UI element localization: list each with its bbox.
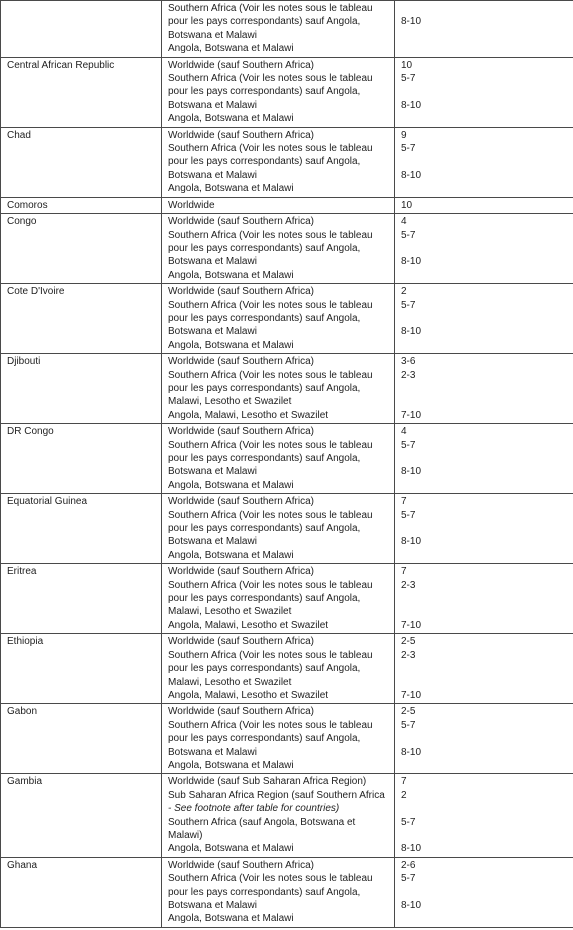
level-spacer bbox=[401, 759, 567, 772]
country-name: Congo bbox=[7, 216, 37, 228]
level-value: 8-10 bbox=[401, 169, 422, 181]
level-cell bbox=[395, 774, 573, 857]
country-cell bbox=[1, 704, 162, 774]
level-value: 2 bbox=[401, 286, 407, 298]
table-row bbox=[1, 634, 573, 704]
level-value: 7 bbox=[401, 496, 407, 508]
region-line: Worldwide (sauf Southern Africa) bbox=[168, 496, 314, 508]
level-spacer bbox=[401, 662, 567, 675]
level-value: 2-3 bbox=[401, 649, 416, 661]
region-line: Botswana et Malawi bbox=[168, 900, 257, 911]
level-spacer bbox=[401, 522, 567, 535]
level-spacer bbox=[401, 732, 567, 745]
table-row bbox=[1, 424, 573, 494]
region-line: Worldwide (sauf Southern Africa) bbox=[168, 636, 314, 648]
region-line: Botswana et Malawi bbox=[168, 746, 257, 758]
level-cell bbox=[395, 494, 573, 564]
level-value: 4 bbox=[401, 426, 407, 438]
country-cell bbox=[1, 57, 162, 127]
region-line: Worldwide (sauf Southern Africa) bbox=[168, 59, 314, 71]
region-line: Malawi, Lesotho et Swazilet bbox=[168, 396, 292, 408]
level-value: 2-6 bbox=[401, 859, 416, 871]
level-spacer bbox=[401, 29, 567, 42]
region-line: pour les pays correspondants) sauf Angola, bbox=[168, 156, 361, 168]
region-line: Malawi) bbox=[168, 829, 203, 841]
level-spacer bbox=[401, 802, 567, 815]
region-line: Southern Africa (Voir les notes sous le tableau bbox=[168, 143, 373, 155]
country-cell bbox=[1, 214, 162, 284]
region-line: Botswana et Malawi bbox=[168, 466, 257, 478]
level-value: 5-7 bbox=[401, 143, 416, 155]
level-cell bbox=[395, 424, 573, 494]
level-value: 9 bbox=[401, 129, 407, 141]
region-line: Worldwide (sauf Southern Africa) bbox=[168, 356, 314, 368]
level-value: 5-7 bbox=[401, 439, 416, 451]
country-name: Central African Republic bbox=[7, 59, 115, 71]
region-cell bbox=[162, 494, 395, 564]
level-value: 5-7 bbox=[401, 299, 416, 311]
level-spacer bbox=[401, 339, 567, 352]
level-cell bbox=[395, 127, 573, 197]
level-value: 5-7 bbox=[401, 509, 416, 521]
region-line: Botswana et Malawi bbox=[168, 256, 257, 268]
table-row bbox=[1, 284, 573, 354]
level-cell bbox=[395, 57, 573, 127]
region-line: Southern Africa (Voir les notes sous le tableau bbox=[168, 299, 373, 311]
region-line: Angola, Botswana et Malawi bbox=[168, 843, 294, 855]
country-cell bbox=[1, 1, 162, 58]
level-value: 2-5 bbox=[401, 636, 416, 648]
level-value: 8-10 bbox=[401, 536, 422, 548]
level-spacer bbox=[401, 549, 567, 562]
region-line: Worldwide (sauf Southern Africa) bbox=[168, 706, 314, 718]
table-row bbox=[1, 354, 573, 424]
country-name: Gabon bbox=[7, 706, 38, 718]
region-cell bbox=[162, 424, 395, 494]
level-cell bbox=[395, 214, 573, 284]
region-line: Angola, Malawi, Lesotho et Swazilet bbox=[168, 619, 329, 631]
level-value: 5-7 bbox=[401, 816, 416, 828]
region-cell bbox=[162, 704, 395, 774]
level-value: 8-10 bbox=[401, 16, 422, 28]
region-line: Angola, Botswana et Malawi bbox=[168, 269, 294, 281]
region-line: pour les pays correspondants) sauf Angola, bbox=[168, 16, 361, 28]
region-line: Angola, Botswana et Malawi bbox=[168, 183, 294, 195]
region-line: Southern Africa (Voir les notes sous le tableau bbox=[168, 229, 373, 241]
region-line: Angola, Botswana et Malawi bbox=[168, 43, 294, 55]
region-line: Worldwide (sauf Southern Africa) bbox=[168, 859, 314, 871]
level-spacer bbox=[401, 242, 567, 255]
level-spacer bbox=[401, 42, 567, 55]
region-cell bbox=[162, 214, 395, 284]
level-spacer bbox=[401, 269, 567, 282]
region-line: Southern Africa (Voir les notes sous le tableau bbox=[168, 73, 373, 85]
level-spacer bbox=[401, 395, 567, 408]
region-line: Southern Africa (Voir les notes sous le tableau bbox=[168, 579, 373, 591]
country-name: Ethiopia bbox=[7, 636, 44, 648]
region-line: Botswana et Malawi bbox=[168, 326, 257, 338]
region-line: Worldwide (sauf Southern Africa) bbox=[168, 129, 314, 141]
region-line: Worldwide (sauf Southern Africa) bbox=[168, 566, 314, 578]
level-value: 2-3 bbox=[401, 369, 416, 381]
region-line: pour les pays correspondants) sauf Angola, bbox=[168, 663, 361, 675]
level-value: 10 bbox=[401, 199, 413, 211]
table-row bbox=[1, 1, 573, 58]
region-line: pour les pays correspondants) sauf Angola, bbox=[168, 453, 361, 464]
region-line: Worldwide (sauf Southern Africa) bbox=[168, 216, 314, 228]
region-line: Southern Africa (Voir les notes sous le tableau bbox=[168, 369, 373, 381]
region-line: Southern Africa (Voir les notes sous le tableau bbox=[168, 3, 373, 14]
region-line: pour les pays correspondants) sauf Angola, bbox=[168, 523, 361, 535]
region-cell bbox=[162, 1, 395, 58]
country-cell bbox=[1, 634, 162, 704]
table-row bbox=[1, 57, 573, 127]
level-cell bbox=[395, 354, 573, 424]
level-spacer bbox=[401, 382, 567, 395]
region-line: pour les pays correspondants) sauf Angola, bbox=[168, 593, 361, 605]
region-line: Botswana et Malawi bbox=[168, 169, 257, 181]
table-row bbox=[1, 494, 573, 564]
table-row bbox=[1, 774, 573, 857]
region-line: Worldwide (sauf Sub Saharan Africa Region) bbox=[168, 776, 367, 788]
region-line: Angola, Botswana et Malawi bbox=[168, 759, 294, 771]
region-line: Southern Africa (Voir les notes sous le tableau bbox=[168, 719, 373, 731]
level-cell bbox=[395, 564, 573, 634]
level-spacer bbox=[401, 182, 567, 195]
region-line: Botswana et Malawi bbox=[168, 99, 257, 111]
region-line: pour les pays correspondants) sauf Angola, bbox=[168, 312, 361, 324]
region-line: Southern Africa (Voir les notes sous le tableau bbox=[168, 649, 373, 661]
level-spacer bbox=[401, 675, 567, 688]
region-cell bbox=[162, 634, 395, 704]
level-cell bbox=[395, 857, 573, 927]
region-line: Southern Africa (Voir les notes sous le tableau bbox=[168, 439, 373, 451]
region-cell bbox=[162, 564, 395, 634]
table-row bbox=[1, 704, 573, 774]
region-cell bbox=[162, 197, 395, 213]
level-spacer bbox=[401, 2, 567, 15]
level-spacer bbox=[401, 155, 567, 168]
level-value: 8-10 bbox=[401, 99, 422, 111]
level-cell bbox=[395, 284, 573, 354]
region-line: Worldwide (sauf Southern Africa) bbox=[168, 286, 314, 298]
level-value: 8-10 bbox=[401, 466, 422, 478]
region-cell bbox=[162, 127, 395, 197]
level-value: 8-10 bbox=[401, 256, 422, 268]
region-line: Worldwide bbox=[168, 199, 215, 211]
region-line: Angola, Botswana et Malawi bbox=[168, 913, 294, 925]
region-line: Angola, Botswana et Malawi bbox=[168, 339, 294, 351]
country-cell bbox=[1, 354, 162, 424]
country-cell bbox=[1, 197, 162, 213]
region-cell bbox=[162, 57, 395, 127]
level-value: 10 bbox=[401, 59, 413, 71]
country-cell bbox=[1, 564, 162, 634]
level-spacer bbox=[401, 479, 567, 492]
country-name: Djibouti bbox=[7, 356, 41, 368]
region-line: Malawi, Lesotho et Swazilet bbox=[168, 606, 292, 618]
region-line: pour les pays correspondants) sauf Angola, bbox=[168, 886, 361, 898]
region-line: Angola, Malawi, Lesotho et Swazilet bbox=[168, 689, 329, 701]
level-value: 8-10 bbox=[401, 326, 422, 338]
region-line: Malawi, Lesotho et Swazilet bbox=[168, 676, 292, 688]
table-row bbox=[1, 564, 573, 634]
region-cell bbox=[162, 774, 395, 857]
region-line: Angola, Botswana et Malawi bbox=[168, 479, 294, 491]
table-row bbox=[1, 197, 573, 213]
region-line: - See footnote after table for countries) bbox=[168, 803, 340, 815]
level-spacer bbox=[401, 886, 567, 899]
region-line: Southern Africa (Voir les notes sous le tableau bbox=[168, 509, 373, 521]
region-line: Southern Africa (Voir les notes sous le tableau bbox=[168, 873, 373, 885]
country-name: DR Congo bbox=[7, 426, 54, 438]
region-line: Angola, Botswana et Malawi bbox=[168, 113, 294, 125]
region-line: Botswana et Malawi bbox=[168, 536, 257, 548]
level-cell bbox=[395, 197, 573, 213]
level-cell bbox=[395, 704, 573, 774]
region-line: pour les pays correspondants) sauf Angola, bbox=[168, 242, 361, 254]
level-value: 7-10 bbox=[401, 409, 422, 421]
region-line: pour les pays correspondants) sauf Angola, bbox=[168, 86, 361, 98]
level-value: 7 bbox=[401, 566, 407, 578]
table-body bbox=[1, 1, 573, 928]
level-value: 7-10 bbox=[401, 689, 422, 701]
region-line: pour les pays correspondants) sauf Angola, bbox=[168, 382, 361, 394]
level-value: 5-7 bbox=[401, 873, 416, 885]
country-name: Eritrea bbox=[7, 566, 37, 578]
country-name: Comoros bbox=[7, 199, 48, 211]
country-cell bbox=[1, 424, 162, 494]
region-line: Angola, Malawi, Lesotho et Swazilet bbox=[168, 409, 329, 421]
level-spacer bbox=[401, 312, 567, 325]
country-cell bbox=[1, 857, 162, 927]
level-cell bbox=[395, 1, 573, 58]
level-spacer bbox=[401, 912, 567, 925]
table-row bbox=[1, 857, 573, 927]
country-cell bbox=[1, 494, 162, 564]
region-cell bbox=[162, 857, 395, 927]
region-line: Southern Africa (sauf Angola, Botswana et bbox=[168, 816, 356, 828]
level-spacer bbox=[401, 592, 567, 605]
level-spacer bbox=[401, 829, 567, 842]
country-cell bbox=[1, 284, 162, 354]
country-cell bbox=[1, 774, 162, 857]
country-name: Equatorial Guinea bbox=[7, 496, 88, 508]
region-line: Sub Saharan Africa Region (sauf Southern Africa bbox=[168, 789, 385, 801]
region-cell bbox=[162, 354, 395, 424]
level-value: 7-10 bbox=[401, 619, 422, 631]
country-name: Ghana bbox=[7, 859, 38, 871]
region-line: pour les pays correspondants) sauf Angola, bbox=[168, 733, 361, 745]
country-name: Gambia bbox=[7, 776, 43, 788]
level-value: 5-7 bbox=[401, 719, 416, 731]
level-value: 2-3 bbox=[401, 579, 416, 591]
level-spacer bbox=[401, 85, 567, 98]
region-line: Angola, Botswana et Malawi bbox=[168, 549, 294, 561]
region-cell bbox=[162, 284, 395, 354]
level-value: 5-7 bbox=[401, 73, 416, 85]
table-row bbox=[1, 214, 573, 284]
level-spacer bbox=[401, 452, 567, 465]
region-line: Botswana et Malawi bbox=[168, 29, 257, 41]
level-value: 2-5 bbox=[401, 706, 416, 718]
level-spacer bbox=[401, 112, 567, 125]
level-value: 5-7 bbox=[401, 229, 416, 241]
region-line: Worldwide (sauf Southern Africa) bbox=[168, 426, 314, 438]
level-value: 8-10 bbox=[401, 746, 422, 758]
level-value: 8-10 bbox=[401, 843, 422, 855]
level-value: 2 bbox=[401, 789, 407, 801]
level-value: 3-6 bbox=[401, 356, 416, 368]
country-name: Chad bbox=[7, 129, 31, 141]
level-value: 8-10 bbox=[401, 899, 422, 911]
level-value: 7 bbox=[401, 776, 407, 788]
country-name: Cote D'Ivoire bbox=[7, 286, 65, 298]
level-spacer bbox=[401, 605, 567, 618]
level-value: 4 bbox=[401, 216, 407, 228]
table-row bbox=[1, 127, 573, 197]
level-cell bbox=[395, 634, 573, 704]
country-cell bbox=[1, 127, 162, 197]
